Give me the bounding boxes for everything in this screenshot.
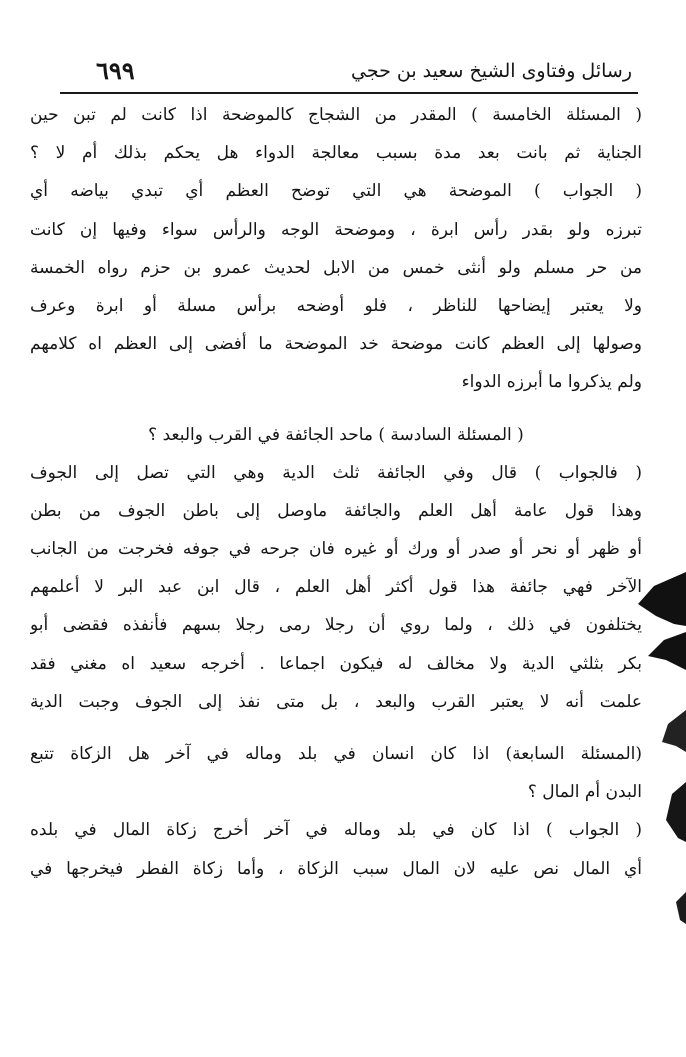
text-line: ( الجواب ) الموضحة هي التي توضح العظم أي تبدي بياضه أي [30,181,642,202]
text-line: أي المال نص عليه لان المال سبب الزكاة ، وأما زكاة الفطر فيخرجها في [30,858,642,879]
text-line: أو ظهر أو نحر أو صدر أو ورك أو غيره فان جرحه في جوفه فخرجت من الجانب [30,539,642,560]
text-line: ( المسئلة الخامسة ) المقدر من الشجاج كالموضحة اذا كانت لم تبن حين [30,105,642,125]
running-title: رسائل وفتاوى الشيخ سعيد بن حجي [351,60,632,82]
page-number: ٦٩٩ [96,56,135,85]
text-line: (المسئلة السابعة) اذا كان انسان في بلد وماله في آخر هل الزكاة تتبع [30,744,642,764]
text-line: الآخر فهي جائفة هذا قول أكثر أهل العلم ، قال ابن عبد البر لا أعلمهم [30,577,642,598]
text-line: بكر بثلثي الدية ولا مخالف له فيكون اجماعا . أخرجه سعيد اه مغني فقد [30,653,642,674]
text-line: يختلفون في ذلك ، ولما روي أن رجلا رمى رجلا بسهم فأنفذه فقضى أبو [30,615,642,636]
text-line: من حر مسلم ولو أنثى خمس من الابل لحديث عمرو بن حزم رواه الخمسة [30,257,642,278]
text-line: الجناية ثم بانت بعد مدة بسبب معالجة الدواء هل يحكم بذلك أم لا ؟ [30,143,642,164]
scan-edge-shadow [616,520,686,1057]
text-line: البدن أم المال ؟ [527,782,642,803]
text-line: ( الجواب ) اذا كان في بلد وماله في آخر أخرج زكاة المال في بلده [30,820,642,841]
question-heading: ( المسئلة السادسة ) ماحد الجائفة في القرب والبعد ؟ [148,424,524,445]
text-line: ( فالجواب ) قال وفي الجائفة ثلث الدية وهي التي تصل إلى الجوف [30,462,642,483]
paragraph-gap [30,721,642,735]
paragraph-gap [30,402,642,416]
page-header [60,52,638,94]
text-line: وهذا قول عامة أهل العلم والجائفة ماوصل إلى باطن الجوف من بطن [30,500,642,521]
text-line: تبرزه ولو بقدر رأس ابرة ، وموضحة الوجه والرأس سواء وفيها إن كانت [30,219,642,240]
body-text [30,96,642,888]
text-line: ولا يعتبر إيضاحها للناظر ، فلو أوضحه برأس مسلة أو ابرة وعرف [30,295,642,316]
text-line: ولم يذكروا ما أبرزه الدواء [461,372,642,393]
text-line: وصولها إلى العظم كانت موضحة خد الموضحة ما أفضى إلى العظم اه كلامهم [30,334,642,355]
text-line: علمت أنه لا يعتبر القرب والبعد ، بل متى نفذ إلى الجوف وجبت الدية [30,691,642,712]
